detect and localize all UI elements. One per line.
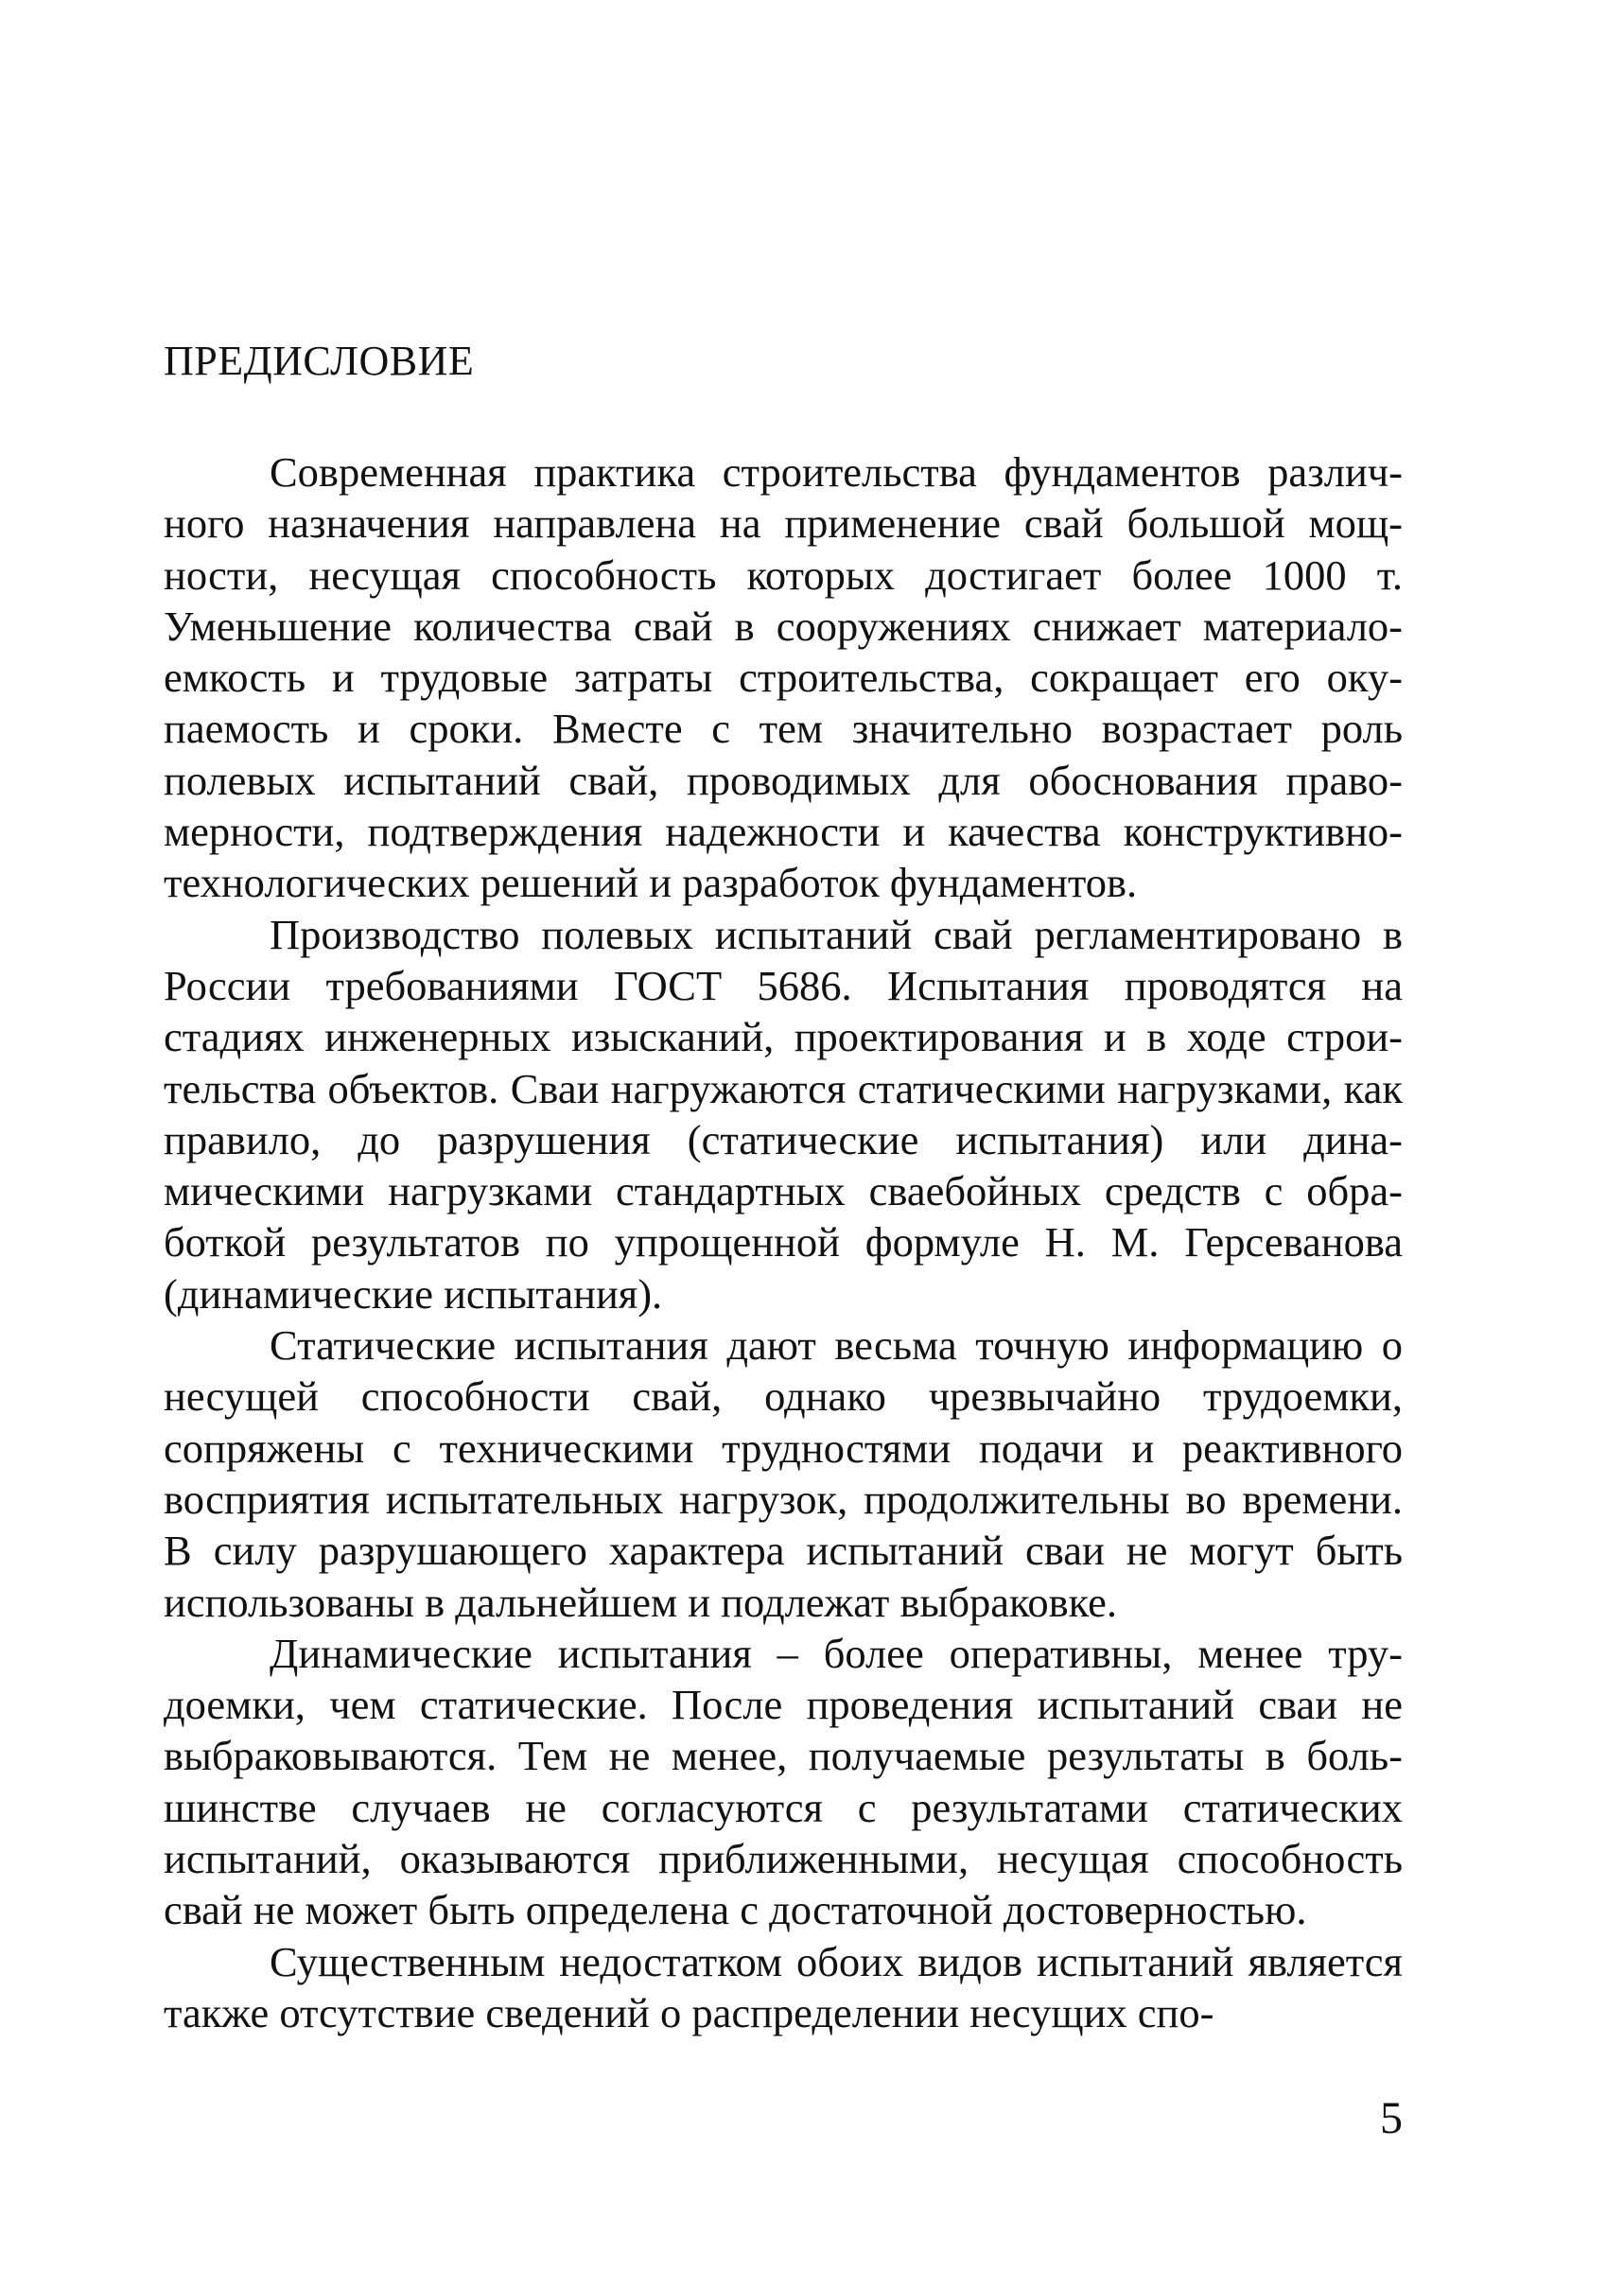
page-heading: ПРЕДИСЛОВИЕ bbox=[164, 338, 475, 384]
paragraph: Динамические испытания – более оперативны, менее трудоемки, чем статические. После проведения испытаний сваи не выбраковываются. Тем не менее, получаемые результаты в большинстве случаев не согласуются с результатами статических испытаний, оказываются приближенными, несущая способность свай не может быть определена с достаточной достоверностью. bbox=[164, 1629, 1403, 1934]
paragraph: Производство полевых испытаний свай регламентировано в России требованиями ГОСТ 5686. Испытания проводятся на стадиях инженерных изысканий, проектирования и в ходе строительства объектов. Сваи нагружаются статическими нагрузками, как правило, до разрушения (статические испытания) или динамическими нагрузками стандартных сваебойных средств с обработкой результатов по упрощенной формуле Н. М. Герсеванова (динамические испытания). bbox=[164, 910, 1403, 1318]
page-number: 5 bbox=[1380, 2093, 1403, 2143]
paragraph: Современная практика строительства фундаментов различного назначения направлена на применение свай большой мощности, несущая способность которых достигает более 1000 т. Уменьшение количества свай в сооружениях снижает материалоемкость и трудовые затраты строительства, сокращает его окупаемость и сроки. Вместе с тем значительно возрастает роль полевых испытаний свай, проводимых для обоснования правомерности, подтверждения надежности и качества конструктивно-технологических решений и разработок фундаментов. bbox=[164, 448, 1403, 907]
paragraph: Существенным недостатком обоих видов испытаний является также отсутствие сведений о распределении несущих спо- bbox=[164, 1937, 1403, 2036]
body-text bbox=[164, 446, 1403, 2038]
paragraph: Статические испытания дают весьма точную информацию о несущей способности свай, однако чрезвычайно трудоемки, сопряжены с техническими трудностями подачи и реактивного восприятия испытательных нагрузок, продолжительны во времени. В силу разрушающего характера испытаний сваи не могут быть использованы в дальнейшем и подлежат выбраковке. bbox=[164, 1321, 1403, 1626]
